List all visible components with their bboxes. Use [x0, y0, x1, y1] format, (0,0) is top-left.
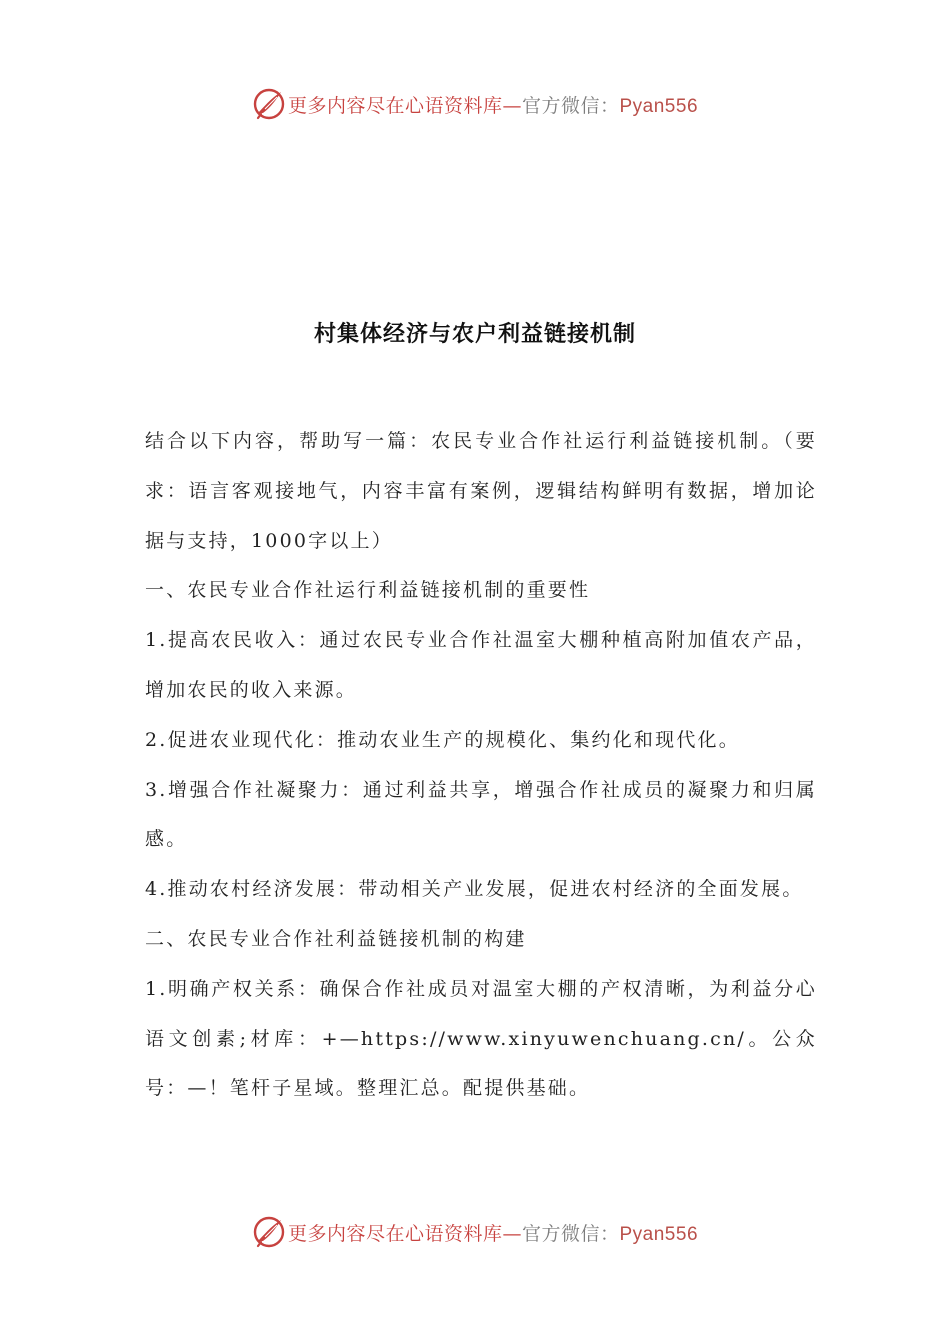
section-heading-construction: 二、农民专业合作社利益链接机制的构建	[145, 927, 527, 950]
banner-dash: —	[502, 94, 522, 117]
banner-wechat-id: Pyan556	[619, 1223, 699, 1245]
list-item: 1.提高农民收入：通过农民专业合作社温室大棚种植高附加值农产品，增加农民的收入来源。	[145, 629, 817, 701]
banner-official-label: 官方微信：	[521, 94, 620, 117]
banner-site-name: 更多内容尽在心语资料库	[287, 94, 503, 117]
list-item: 1.明确产权关系：确保合作社成员对温室大棚的产权清晰，为利益分心语文创素;材库：+—https://www.xinyuwenchuang.cn/。公众号：—！笔杆子星域。整理汇总。配提供基础。	[145, 977, 817, 1100]
banner-site-name: 更多内容尽在心语资料库	[287, 1222, 503, 1245]
list-item: 4.推动农村经济发展：带动相关产业发展，促进农村经济的全面发展。	[145, 878, 804, 901]
list-item: 2.促进农业现代化：推动农业生产的规模化、集约化和现代化。	[145, 728, 740, 751]
section-heading-importance: 一、农民专业合作社运行利益链接机制的重要性	[145, 579, 591, 602]
banner-text	[288, 91, 698, 118]
banner-text	[288, 1219, 698, 1246]
paragraph-intro: 结合以下内容，帮助写一篇：农民专业合作社运行利益链接机制。（要求：语言客观接地气，内容丰富有案例，逻辑结构鲜明有数据，增加论据与支持，1000字以上）	[145, 430, 817, 552]
header-banner	[0, 84, 950, 124]
quill-pen-logo-icon	[252, 1215, 286, 1249]
banner-wechat-id: Pyan556	[619, 95, 699, 117]
document-title: 村集体经济与农户利益链接机制	[313, 321, 636, 347]
footer-banner	[0, 1212, 950, 1252]
document-body	[145, 417, 817, 1114]
list-item: 3.增强合作社凝聚力：通过利益共享，增强合作社成员的凝聚力和归属感。	[145, 778, 817, 851]
quill-pen-logo-icon	[252, 87, 286, 121]
banner-dash: —	[502, 1222, 522, 1245]
banner-official-label: 官方微信：	[521, 1222, 620, 1245]
